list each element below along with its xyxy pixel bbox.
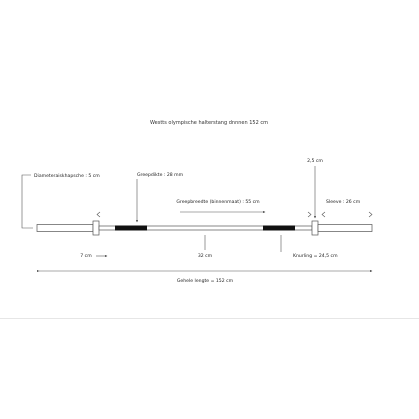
collar-annotation xyxy=(307,158,323,218)
center-gap-label: 32 cm xyxy=(197,254,213,259)
sleeve-length-label: Sleeve : 26 cm xyxy=(326,200,361,205)
left-sleeve xyxy=(37,225,93,232)
grip-width-annotation xyxy=(97,199,311,217)
left-knurling xyxy=(115,226,147,231)
left-collar xyxy=(93,221,99,235)
right-collar xyxy=(312,221,318,235)
right-sleeve xyxy=(318,225,372,232)
sleeve-diameter-annotation xyxy=(22,173,100,228)
knurling-annotation xyxy=(281,235,338,259)
left-chevron-icon xyxy=(97,212,100,217)
sleeve-annotation xyxy=(322,199,372,217)
diagram-title: Westts olympische halterstang dnnnen 152 cm xyxy=(149,120,269,126)
sleeve-diameter-leader xyxy=(22,175,33,228)
right-chevron-icon xyxy=(308,212,311,217)
total-length-label: Gehele lengte = 152 cm xyxy=(176,279,234,284)
grip-width-label: Greepbreedte (binnenmaat) : 55 cm xyxy=(176,200,260,205)
total-length-annotation xyxy=(39,271,372,284)
knurling-label: Knurling = 24,5 cm xyxy=(293,254,338,259)
left-gap-annotation xyxy=(80,253,107,259)
grip-thickness-label: Greepdikte : 28 mm xyxy=(137,173,184,178)
collar-width-label: 2,5 cm xyxy=(307,159,323,164)
barbell xyxy=(37,221,372,235)
left-gap-label: 7 cm xyxy=(80,254,92,259)
right-knurling xyxy=(263,226,295,231)
grip-thickness-annotation xyxy=(137,172,184,222)
sleeve-left-chevron-icon xyxy=(322,212,325,217)
separator xyxy=(0,318,419,319)
center-gap-annotation xyxy=(198,235,213,259)
sleeve-diameter-label: Diameteraiskhapsche : 5 cm xyxy=(34,174,100,179)
sleeve-right-chevron-icon xyxy=(369,212,372,217)
